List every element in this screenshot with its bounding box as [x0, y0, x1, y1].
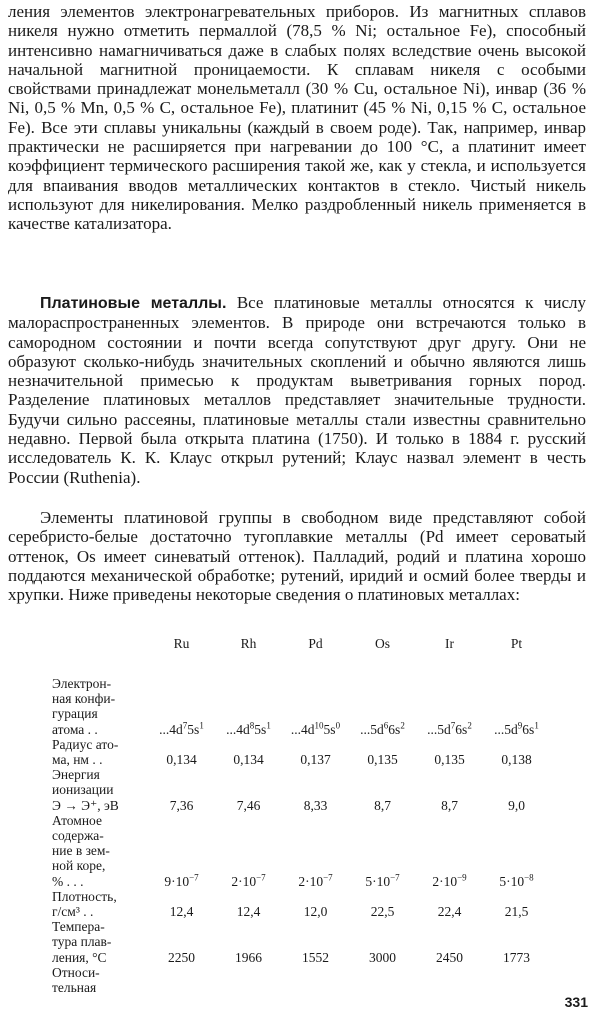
property-value: [416, 965, 483, 995]
property-value: [282, 813, 349, 889]
abundance-exponent: −7: [323, 872, 333, 883]
property-value: [215, 813, 282, 889]
property-value: 7,36: [169, 797, 194, 813]
config-part: ...5d: [494, 721, 518, 737]
element-header: Ru: [173, 636, 190, 651]
property-value: 2450: [436, 949, 463, 965]
element-header: Pd: [308, 636, 323, 651]
config-part: ...4d: [226, 721, 250, 737]
table-row: [52, 767, 550, 813]
config-superscript: 10: [314, 720, 324, 731]
property-label-line: Э → Э⁺, эВ: [52, 797, 119, 813]
abundance-mantissa: 2·10: [432, 873, 458, 889]
property-label-line: г/см³ . .: [52, 904, 94, 920]
abundance-exponent: −7: [390, 872, 400, 883]
abundance-mantissa: 9·10: [164, 873, 190, 889]
element-header: Ir: [445, 636, 454, 651]
section-heading: Платиновые металлы.: [40, 295, 227, 312]
property-value: 7,46: [236, 797, 261, 813]
property-label: [52, 919, 148, 965]
property-label: [52, 676, 148, 737]
config-part: ...5d: [427, 721, 451, 737]
abundance-mantissa: 5·10: [499, 873, 525, 889]
property-label-line: Относи-: [52, 964, 100, 980]
element-header: Pt: [510, 636, 523, 651]
property-label-line: содержа-: [52, 828, 104, 844]
property-value: 3000: [369, 949, 396, 965]
property-value: [282, 676, 349, 737]
property-value: [148, 965, 215, 995]
property-label: [52, 889, 148, 919]
paragraph-nickel-alloys: ления элементов электронагревательных приборов. Из магнитных сплавов никеля нужно отметить пермаллой (78,5 % Ni; остальное Fe), способный интенсивно намагничиваться даже в слабых полях вследствие очень высокой начальной магнитной проницаемости. К сплавам никеля с особыми свойствами принадлежат монельметалл (30 % Cu, остальное Ni), инвар (36 % Ni, 0,5 % Mn, 0,5 % C, остальное Fe), платинит (45 % Ni, 0,15 % C, остальное Fe). Все эти сплавы уникальны (каждый в своем роде). Так, например, инвар практически не расширяется при нагревании до 100 °C, а платинит имеет коэффициент термического расширения такой же, как у стекла, и используется для впаивания вводов металлических контактов в стекло. Чистый никель используют для никелирования. Мелко раздробленный никель применяется в качестве катализатора.: [8, 2, 586, 234]
property-value: 0,137: [300, 752, 331, 768]
table-corner: [52, 636, 148, 676]
property-value: [349, 676, 416, 737]
table-row: [52, 889, 550, 919]
property-value: 8,7: [374, 797, 391, 813]
property-label: [52, 767, 148, 813]
property-value: 0,134: [166, 752, 197, 768]
property-label-line: ионизации: [52, 782, 114, 798]
config-superscript: 1: [199, 720, 204, 731]
config-superscript: 1: [266, 720, 271, 731]
property-value: [349, 965, 416, 995]
property-label: [52, 813, 148, 889]
property-value: 8,33: [303, 797, 328, 813]
property-label-line: Атомное: [52, 812, 102, 828]
property-label-line: Темпера-: [52, 919, 105, 935]
abundance-exponent: −9: [457, 872, 467, 883]
properties-table: [52, 636, 550, 995]
config-superscript: 2: [467, 720, 472, 731]
config-superscript: 6: [383, 720, 389, 731]
config-superscript: 7: [450, 720, 456, 731]
property-label: [52, 737, 148, 767]
paragraph-platinum-metals: [8, 293, 586, 487]
config-part: ...4d: [290, 721, 315, 737]
table-row: [52, 965, 550, 995]
config-part: 6s: [522, 721, 535, 737]
property-label-line: Энергия: [52, 767, 100, 783]
config-part: ...5d: [360, 721, 384, 737]
property-value: 0,134: [233, 752, 264, 768]
table-row: [52, 813, 550, 889]
abundance-mantissa: 5·10: [365, 873, 391, 889]
property-value: [483, 813, 550, 889]
property-value: 12,4: [169, 904, 194, 920]
abundance-exponent: −7: [256, 872, 266, 883]
property-value: 0,135: [434, 752, 465, 768]
element-header: Rh: [240, 636, 257, 651]
table-body: [52, 676, 550, 995]
abundance-mantissa: 2·10: [298, 873, 324, 889]
property-label-line: Электрон-: [52, 676, 112, 691]
property-value: 9,0: [508, 797, 525, 813]
property-value: 2250: [168, 949, 195, 965]
property-value: 0,138: [501, 752, 532, 768]
property-value: 8,7: [441, 797, 458, 813]
property-value: [416, 676, 483, 737]
table-row: [52, 676, 550, 737]
abundance-exponent: −8: [524, 872, 534, 883]
abundance-exponent: −7: [189, 872, 199, 883]
property-label-line: Радиус ато-: [52, 736, 119, 752]
property-value: 12,0: [303, 904, 328, 920]
property-label-line: Плотность,: [52, 888, 117, 904]
paragraph-platinum-properties: Элементы платиновой группы в свободном виде представляют собой серебристо-белые достаточно тугоплавкие металлы (Pd имеет сероватый оттенок, Os имеет синеватый оттенок). Палладий, родий и платина хорошо поддаются механической обработке; рутений, иридий и осмий более тверды и хрупки. Ниже приведены некоторые сведения о платиновых металлах:: [8, 508, 586, 605]
property-value: [148, 676, 215, 737]
property-value: 1966: [235, 949, 262, 965]
page-number: 331: [564, 994, 588, 1010]
property-value: [215, 676, 282, 737]
element-header: Os: [374, 636, 390, 651]
property-value: [282, 965, 349, 995]
property-label-line: тельная: [52, 980, 97, 996]
property-label-line: ние в зем-: [52, 843, 110, 859]
property-value: 22,4: [437, 904, 462, 920]
table-header-row: [52, 636, 550, 676]
property-label-line: ления, °C: [52, 949, 107, 965]
property-label-line: % . . .: [52, 873, 84, 889]
property-label-line: ной коре,: [52, 858, 106, 874]
property-value: 1773: [503, 949, 530, 965]
property-value: 1552: [302, 949, 329, 965]
config-superscript: 2: [400, 720, 405, 731]
config-part: ...4d: [159, 721, 183, 737]
paragraph-body: Все платиновые металлы относятся к числу малораспространенных элементов. В природе они встречаются только в самородном состоянии и почти всегда сопутствуют друг другу. Они не образуют сколько-нибудь значительных скоплений и обычно являются лишь незначительной примесью к продуктам выветривания горных пород. Разделение платиновых металлов представляет значительные трудности. Будучи сильно рассеяны, платиновые металлы стали известны сравнительно недавно. Первой была открыта платина (1750). И только в 1884 г. русский исследователь К. К. Клаус открыл рутений; Клаус назвал элемент в честь России (Ruthenia).: [8, 293, 586, 487]
property-value: 22,5: [370, 904, 395, 920]
property-label-line: гурация: [52, 706, 98, 722]
config-superscript: 0: [335, 720, 341, 731]
property-label-line: тура плав-: [52, 934, 112, 950]
table-row: [52, 919, 550, 965]
config-part: 5s: [254, 721, 267, 737]
property-label-line: атома . .: [52, 721, 98, 737]
config-superscript: 1: [534, 720, 539, 731]
abundance-mantissa: 2·10: [231, 873, 257, 889]
property-value: 12,4: [236, 904, 261, 920]
property-value: 0,135: [367, 752, 398, 768]
table-row: [52, 737, 550, 767]
property-label: [52, 965, 148, 995]
config-part: 6s: [455, 721, 468, 737]
property-value: [483, 676, 550, 737]
config-superscript: 9: [517, 720, 523, 731]
config-part: 5s: [323, 721, 336, 737]
config-superscript: 7: [182, 720, 188, 731]
property-value: 21,5: [504, 904, 529, 920]
property-value: [215, 965, 282, 995]
property-label-line: ма, нм . .: [52, 752, 103, 768]
property-value: [349, 813, 416, 889]
config-part: 5s: [187, 721, 200, 737]
property-value: [483, 965, 550, 995]
config-superscript: 8: [249, 720, 255, 731]
property-label-line: ная конфи-: [52, 691, 116, 707]
property-value: [416, 813, 483, 889]
property-value: [148, 813, 215, 889]
config-part: 6s: [388, 721, 401, 737]
